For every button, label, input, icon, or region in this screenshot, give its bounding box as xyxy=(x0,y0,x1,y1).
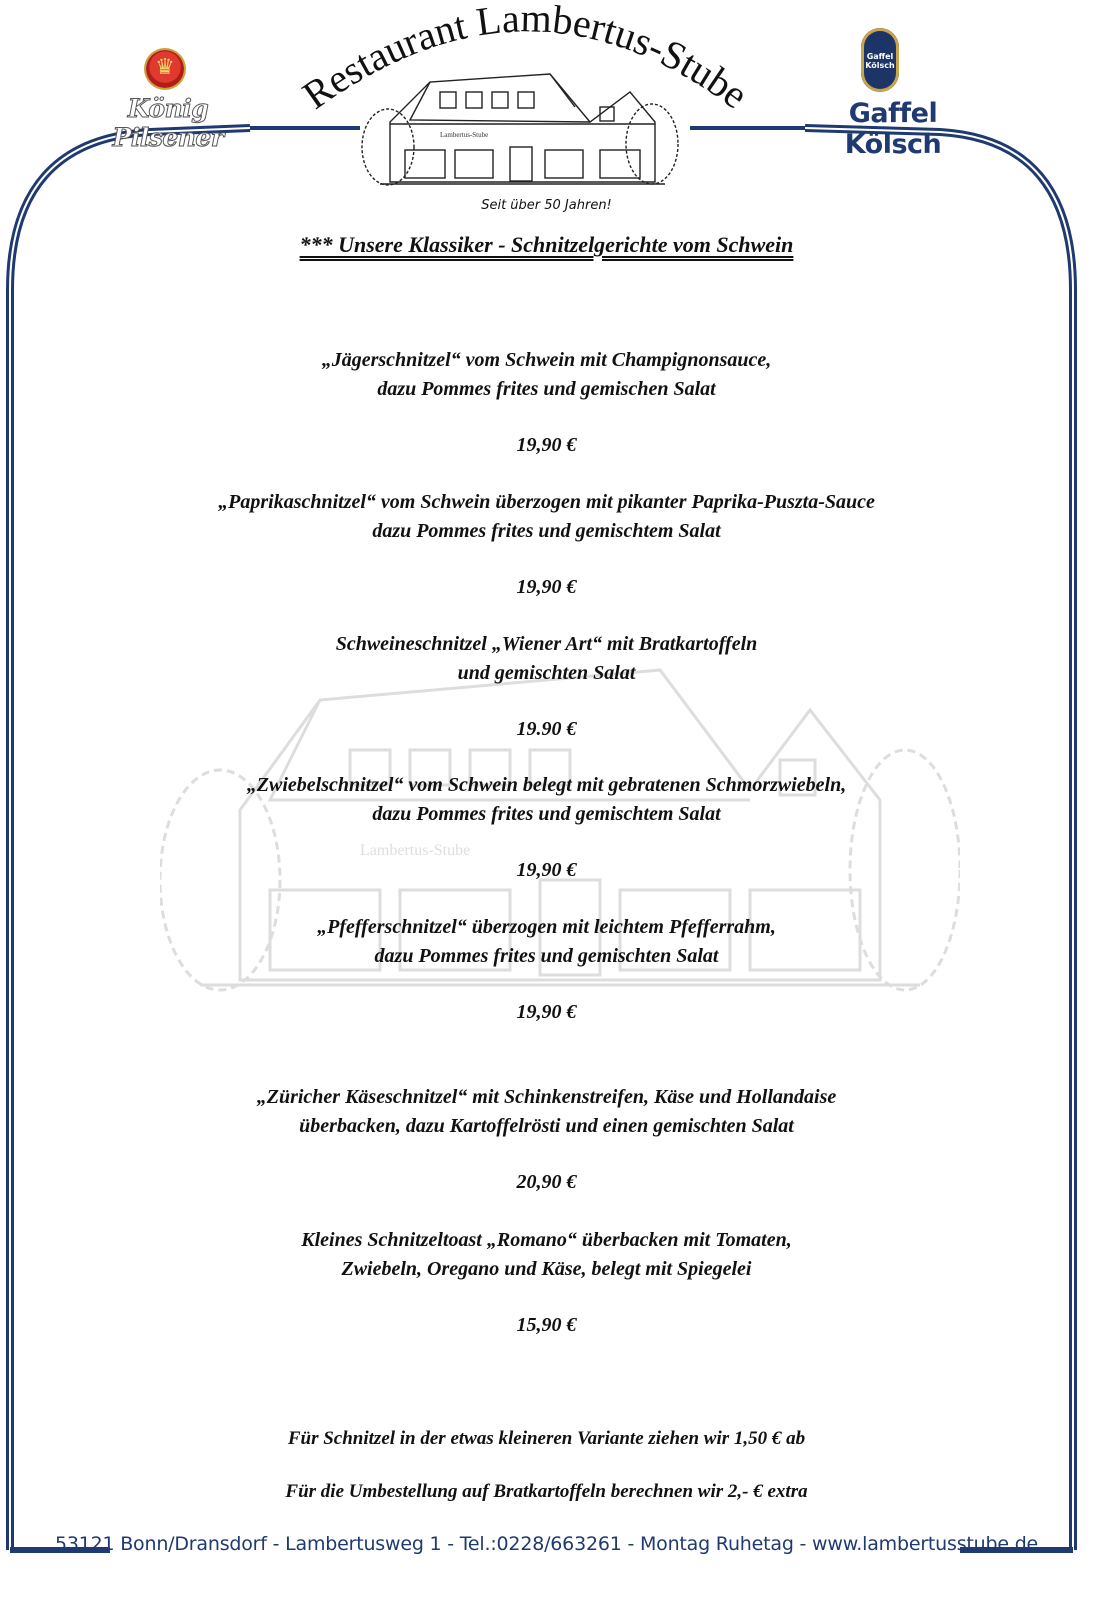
dish-4-line-1: „Zwiebelschnitzel“ vom Schwein belegt mit gebratenen Schmorzwiebeln, xyxy=(246,774,847,796)
dish-6-price: 20,90 € xyxy=(516,1171,577,1193)
dish-5-line-2: dazu Pommes frites und gemischten Salat xyxy=(374,945,719,967)
dish-6 xyxy=(0,1083,1093,1141)
dish-2-line-1: „Paprikaschnitzel“ vom Schwein überzogen mit pikanter Paprika-Puszta-Sauce xyxy=(218,491,875,513)
dish-6-line-2: überbacken, dazu Kartoffelrösti und einen gemischten Salat xyxy=(299,1115,794,1137)
section-title xyxy=(0,232,1093,258)
since-tagline: Seit über 50 Jahren! xyxy=(481,198,612,213)
dish-3 xyxy=(0,630,1093,688)
house-sign-text: Lambertus-Stube xyxy=(440,131,489,139)
watermark-sign-text: Lambertus-Stube xyxy=(360,842,471,859)
dish-3-line-2: und gemischten Salat xyxy=(457,662,636,684)
dish-2-line-2: dazu Pommes frites und gemischtem Salat xyxy=(372,520,721,542)
koenig-pilsener-wordmark: König Pilsener xyxy=(112,94,224,152)
dish-1-price: 19,90 € xyxy=(516,434,577,456)
dish-4-line-2: dazu Pommes frites und gemischtem Salat xyxy=(372,803,721,825)
gaffel-koelsch-wordmark: Gaffel Kölsch xyxy=(844,98,942,160)
dish-1 xyxy=(0,346,1093,404)
gaffel-badge-text: Gaffel Kölsch xyxy=(865,52,895,70)
restaurant-name: Restaurant Lambertus-Stube xyxy=(294,0,757,118)
footer-address: 53121 Bonn/Dransdorf - Lambertusweg 1 - Tel.:0228/663261 - Montag Ruhetag - www.lambertusstube.de xyxy=(54,1533,1039,1555)
note-smaller-variant: Für Schnitzel in der etwas kleineren Variante ziehen wir 1,50 € ab xyxy=(287,1428,806,1449)
dish-3-price: 19.90 € xyxy=(516,718,577,740)
dish-5 xyxy=(0,913,1093,971)
dish-5-price: 19,90 € xyxy=(516,1001,577,1023)
dish-2 xyxy=(0,488,1093,546)
dish-3-line-1: Schweineschnitzel „Wiener Art“ mit Bratkartoffeln xyxy=(335,633,758,655)
dish-1-line-1: „Jägerschnitzel“ vom Schwein mit Champignonsauce, xyxy=(321,349,772,371)
dish-4-price: 19,90 € xyxy=(516,859,577,881)
section-title-text: *** Unsere Klassiker - Schnitzelgerichte vom Schwein xyxy=(299,232,794,257)
dish-7-line-2: Zwiebeln, Oregano und Käse, belegt mit Spiegelei xyxy=(341,1258,752,1280)
dish-4 xyxy=(0,771,1093,829)
dish-5-line-1: „Pfefferschnitzel“ überzogen mit leichtem Pfefferrahm, xyxy=(317,916,776,938)
dish-6-line-1: „Züricher Käseschnitzel“ mit Schinkenstreifen, Käse und Hollandaise xyxy=(256,1086,837,1108)
dish-1-line-2: dazu Pommes frites und gemischen Salat xyxy=(377,378,716,400)
dish-7-line-1: Kleines Schnitzeltoast „Romano“ überbacken mit Tomaten, xyxy=(301,1229,792,1251)
dish-2-price: 19,90 € xyxy=(516,576,577,598)
note-bratkartoffeln-surcharge: Für die Umbestellung auf Bratkartoffeln berechnen wir 2,- € extra xyxy=(285,1481,808,1502)
restaurant-house-illustration xyxy=(360,52,680,192)
dish-7-price: 15,90 € xyxy=(516,1314,577,1336)
dish-7 xyxy=(0,1226,1093,1284)
